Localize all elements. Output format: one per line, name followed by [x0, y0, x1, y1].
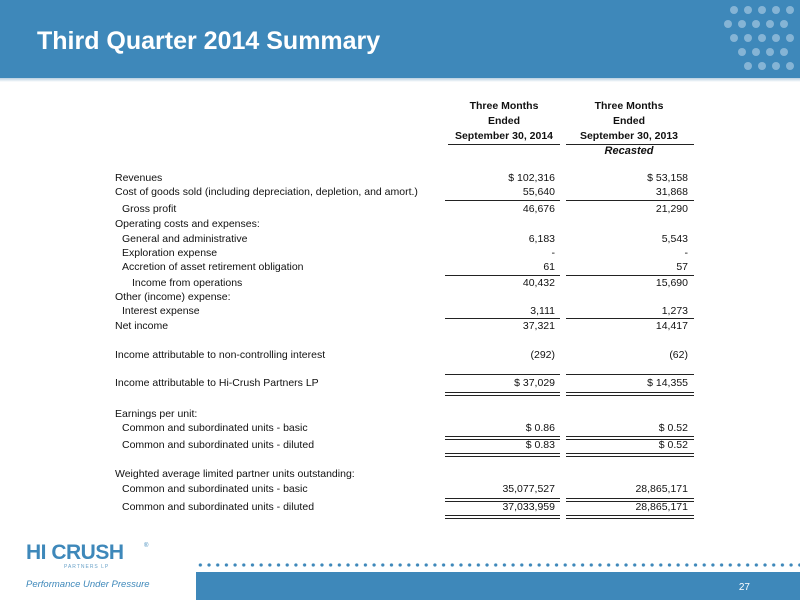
table-row: [0, 291, 800, 306]
row-label: Income attributable to Hi-Crush Partners LP: [115, 377, 319, 389]
row-label: Common and subordinated units - basic: [122, 483, 308, 495]
row-label: Revenues: [115, 172, 163, 184]
double-underline: [566, 456, 694, 457]
table-row: [0, 468, 800, 483]
logo-brand-text: HI CRUSH: [26, 541, 124, 564]
value-2013: -: [684, 247, 688, 259]
column-header-2014: [445, 99, 563, 144]
row-label: Common and subordinated units - diluted: [122, 439, 315, 451]
row-label: Other (income) expense:: [115, 291, 231, 303]
table-row: [0, 349, 800, 364]
slide-footer: [0, 540, 800, 600]
row-label: Income from operations: [132, 277, 243, 289]
row-label: Net income: [115, 320, 169, 332]
double-underline: [566, 436, 694, 437]
double-underline: [566, 392, 694, 393]
logo-trademark: ®: [144, 543, 149, 549]
value-2013: 31,868: [655, 186, 688, 198]
row-label: Income attributable to non-controlling interest: [115, 349, 326, 361]
value-2013: $ 53,158: [647, 172, 688, 184]
column-header-line: Three Months: [594, 100, 664, 112]
value-2013: $ 0.52: [658, 422, 688, 434]
page-number: 27: [738, 582, 750, 593]
double-underline: [445, 498, 560, 499]
double-underline: [445, 515, 560, 516]
table-row: [0, 501, 800, 516]
column-header-2013: [564, 99, 694, 144]
value-2013: 5,543: [661, 233, 688, 245]
value-2013: $ 14,355: [647, 377, 688, 389]
double-underline: [445, 436, 560, 437]
row-label: Cost of goods sold (including depreciation, depletion, and amort.): [115, 186, 418, 198]
subtotal-line: [566, 275, 694, 276]
value-2014: 40,432: [522, 277, 555, 289]
row-label: Common and subordinated units - diluted: [122, 501, 315, 513]
value-2013: 21,290: [655, 203, 688, 215]
value-2014: 6,183: [528, 233, 555, 245]
table-row: [0, 247, 800, 262]
double-underline: [566, 518, 694, 519]
subtotal-line: [566, 200, 694, 201]
column-header-line: Three Months: [469, 100, 539, 112]
value-2014: $ 0.86: [525, 422, 555, 434]
subtotal-line: [445, 200, 560, 201]
footer-dot-line: [196, 562, 800, 568]
row-label: Operating costs and expenses:: [115, 218, 260, 230]
logo-tagline: Performance Under Pressure: [26, 579, 150, 590]
table-row: [0, 172, 800, 187]
value-2013: (62): [669, 349, 688, 361]
row-label: Exploration expense: [122, 247, 218, 259]
table-row: [0, 320, 800, 335]
slide-title: Third Quarter 2014 Summary: [37, 27, 381, 55]
table-row: [0, 186, 800, 201]
table-row: [0, 439, 800, 454]
table-row: [0, 203, 800, 218]
column-header-line: Ended: [612, 115, 646, 127]
value-2014: -: [551, 247, 555, 259]
value-2013: 57: [676, 261, 688, 273]
logo-subtext: PARTNERS LP: [64, 564, 110, 570]
double-underline: [445, 456, 560, 457]
footer-bar: [196, 572, 800, 600]
value-2014: 3,111: [530, 305, 555, 317]
double-underline: [566, 395, 694, 396]
table-row: [0, 408, 800, 423]
table-row: [0, 483, 800, 498]
column-header-line: September 30, 2013: [579, 130, 679, 142]
table-row: [0, 277, 800, 292]
row-label: General and administrative: [122, 233, 248, 245]
subtotal-line: [445, 318, 560, 319]
double-underline: [445, 395, 560, 396]
header-underline: [448, 144, 560, 145]
value-2014: (292): [530, 349, 555, 361]
subtotal-line: [566, 374, 694, 375]
double-underline: [566, 498, 694, 499]
table-row: [0, 233, 800, 248]
double-underline: [566, 515, 694, 516]
value-2013: 15,690: [655, 277, 688, 289]
double-underline: [445, 392, 560, 393]
value-2014: 46,676: [522, 203, 555, 215]
subtotal-line: [566, 318, 694, 319]
row-label: Earnings per unit:: [115, 408, 198, 420]
double-underline: [445, 518, 560, 519]
subtotal-line: [445, 275, 560, 276]
hi-crush-logo: [26, 540, 176, 596]
row-label: Weighted average limited partner units outstanding:: [115, 468, 355, 480]
table-row: [0, 218, 800, 233]
value-2014: 55,640: [522, 186, 555, 198]
row-label: Gross profit: [122, 203, 177, 215]
value-2014: 37,033,959: [502, 501, 555, 513]
column-header-line: Ended: [487, 115, 521, 127]
row-label: Common and subordinated units - basic: [122, 422, 308, 434]
value-2014: $ 37,029: [514, 377, 555, 389]
value-2014: 37,321: [522, 320, 555, 332]
table-row: [0, 261, 800, 276]
value-2013: 1,273: [661, 305, 688, 317]
value-2013: 28,865,171: [635, 483, 688, 495]
subtotal-line: [445, 374, 560, 375]
column-header-line: September 30, 2014: [454, 130, 554, 142]
double-underline: [445, 453, 560, 454]
value-2014: $ 0.83: [525, 439, 555, 451]
value-2013: $ 0.52: [658, 439, 688, 451]
value-2013: 14,417: [655, 320, 688, 332]
value-2013: 28,865,171: [635, 501, 688, 513]
value-2014: 61: [543, 261, 555, 273]
table-row: [0, 377, 800, 392]
value-2014: $ 102,316: [508, 172, 555, 184]
row-label: Accretion of asset retirement obligation: [122, 261, 304, 273]
recasted-note: Recasted: [604, 145, 654, 157]
value-2014: 35,077,527: [502, 483, 555, 495]
table-row: [0, 422, 800, 437]
row-label: Interest expense: [122, 305, 200, 317]
double-underline: [566, 453, 694, 454]
